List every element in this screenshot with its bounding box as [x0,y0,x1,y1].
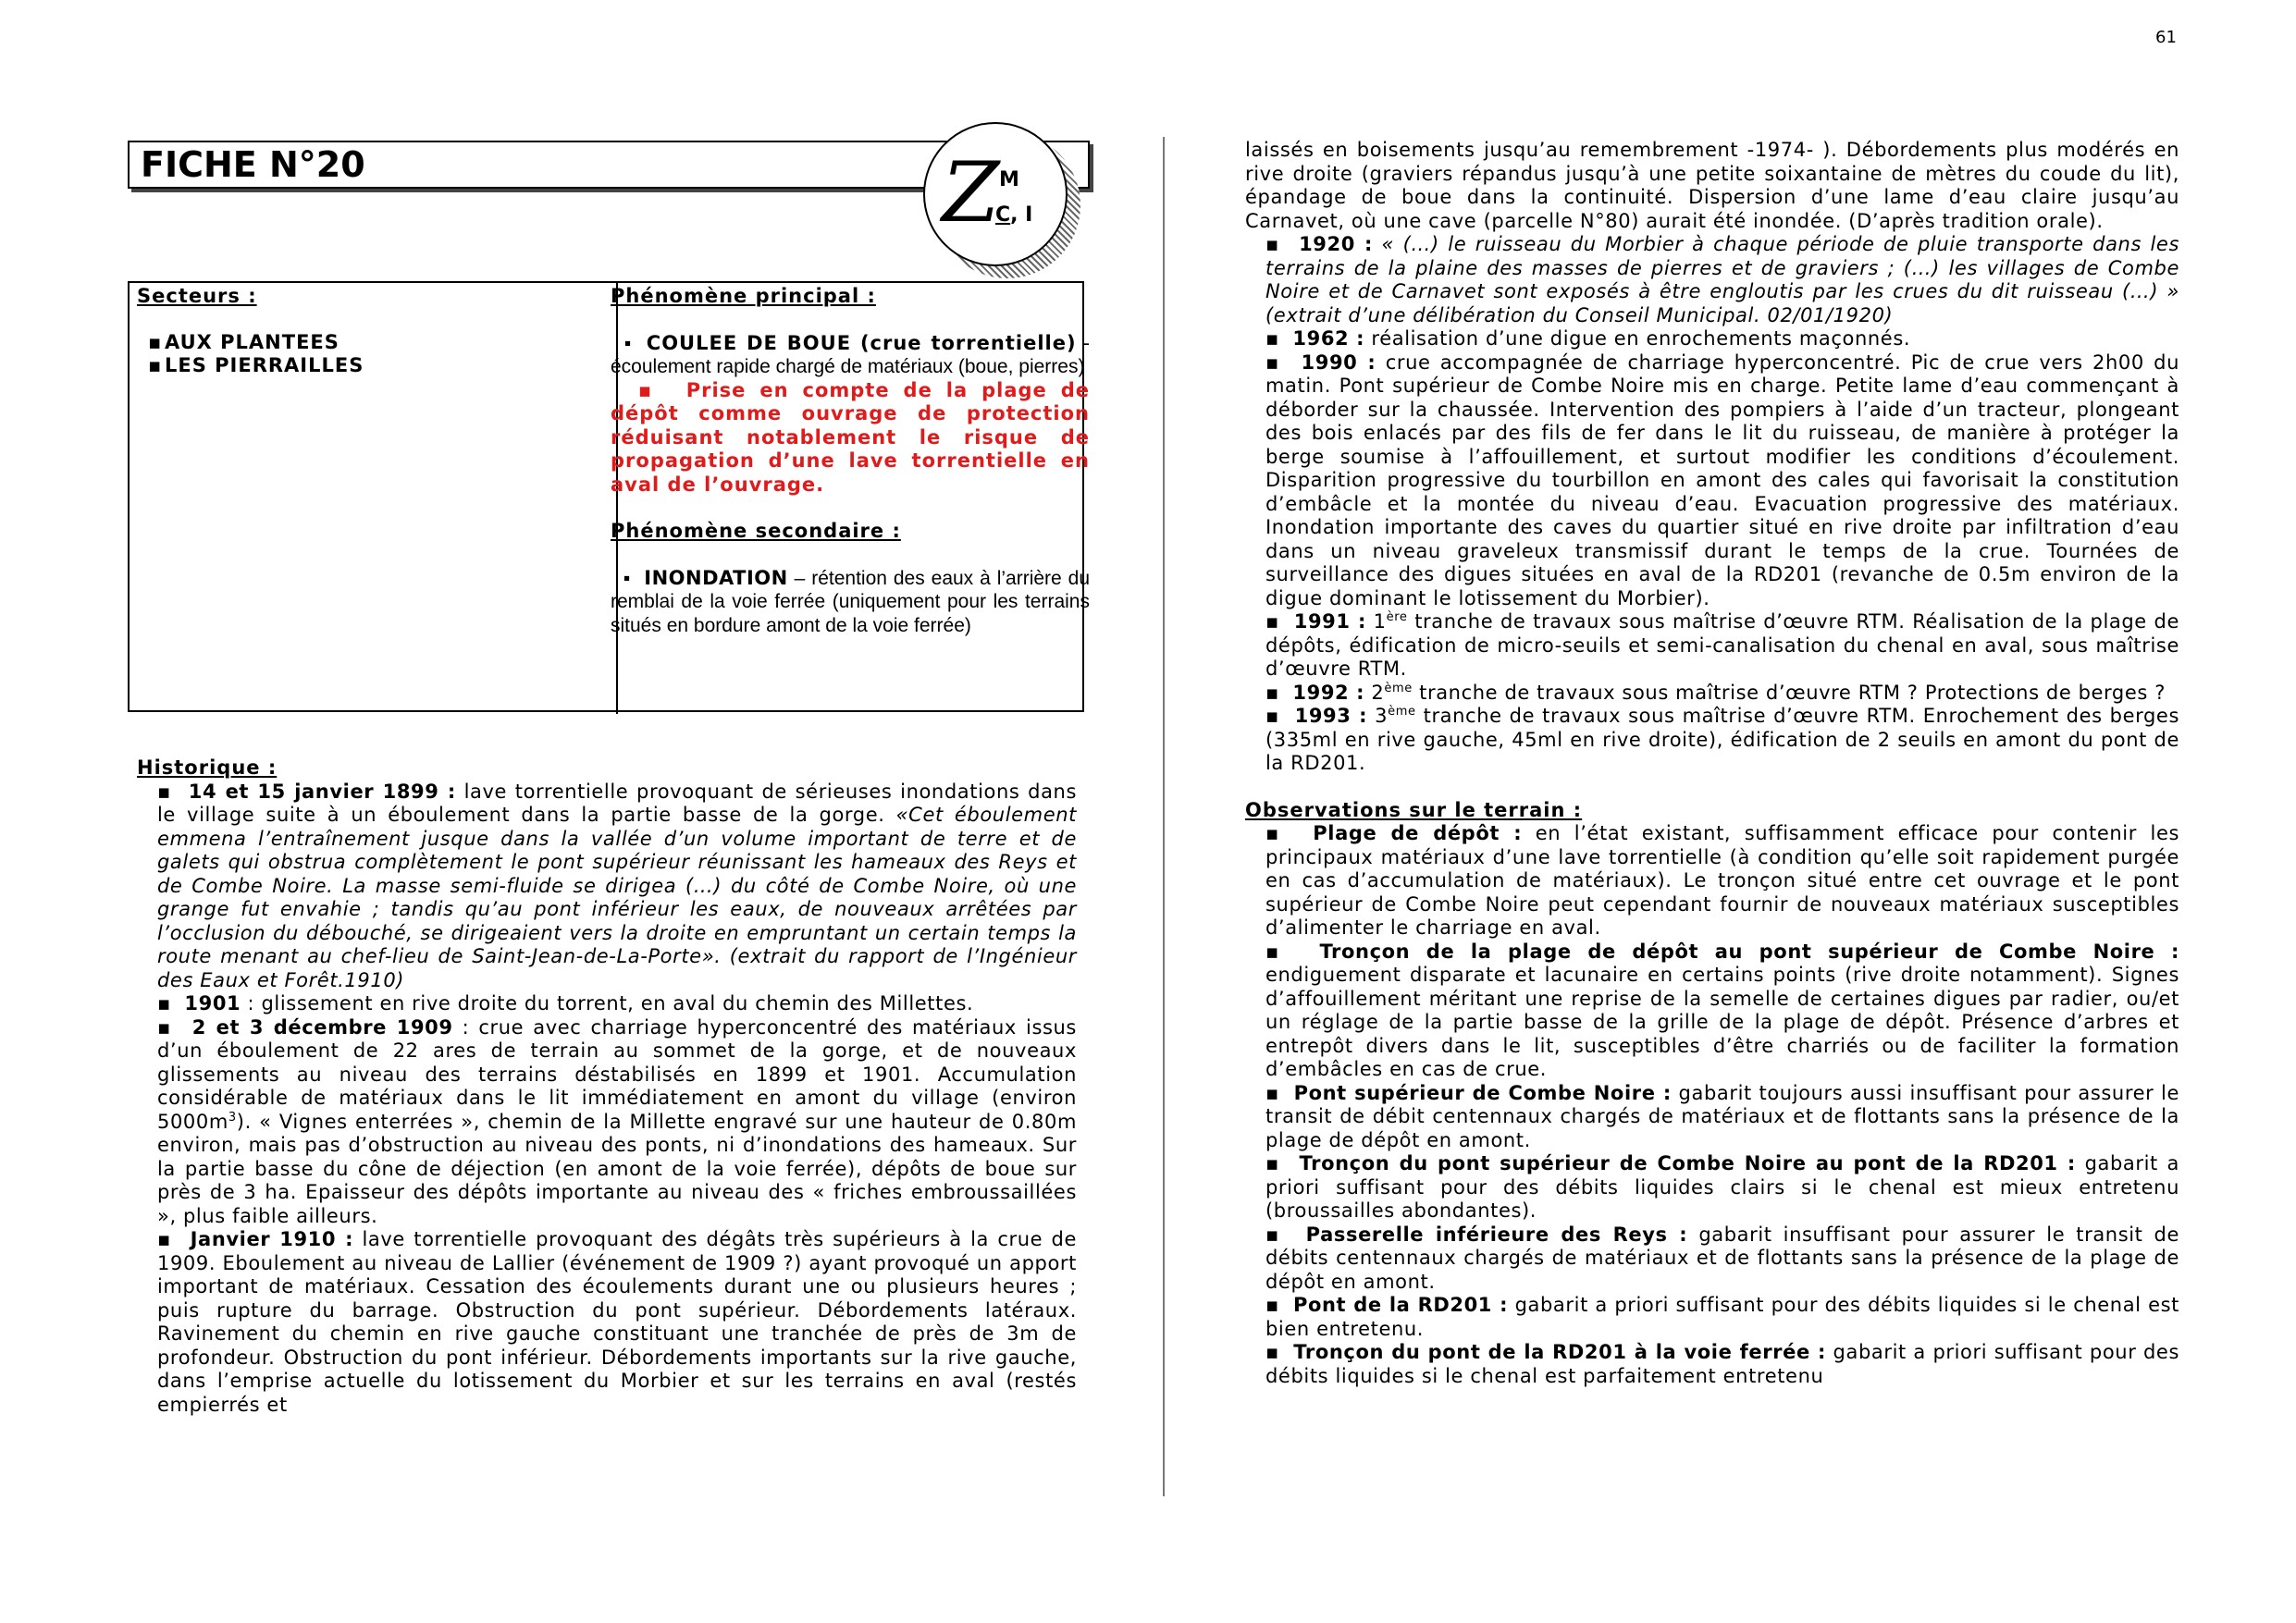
entry-text: tranche de travaux sous maîtrise d’œuvre RTM. Enrochement des berges (335ml en rive gauche, 45ml en rive droite), édification de 2 seuils en amont du pont de la RD201. [1265,705,2179,774]
entry-text: lave torrentielle provoquant de sérieuses inondations dans le village suite à un éboulement dans la partie basse de la gorge. [157,780,1077,826]
entry-quote: «Cet éboulement emmena l’entraînement jusque dans la vallée d’un volume important de terre et de galets qui obstrua complètement le pont supérieur réunissant les hameaux des Reys et de Combe Noire. La masse semi-fluide se dirigea (…) du côté de Combe Noire, où une grange fut envahie ; tandis qu’au pont inférieur les eaux, de nouveaux arrêtées par l’occlusion du débouché, se dirigeaient vers la droite en empruntant un certain temps la route menant au chef-lieu de Saint-Jean-de-La-Porte». (extrait du rapport de l’Ingénieur des Eaux et Forêt.1910) [157,804,1077,991]
observation-text: endiguement disparate et lacunaire en certains points (rive droite notamment). Signes d’affouillement méritant une reprise de la semelle de certaines digues par radier, ou/et un réglage de la partie basse de la grille de la plage de dépôt. Présence d’arbres et entrepôt divers dans le lit, susceptibles d’être charriés ou de faciliter la formation d’embâcles en cas de crue. [1265,964,2179,1080]
observation-text: en l’état existant, suffisamment efficace pour contenir les principaux matériaux d’une lave torrentielle (à condition qu’elle soit rapidement purgée en cas d’accumulation de matériaux). Le tronçon situé entre cet ouvrage et le pont supérieur de Combe Noire peut cependant fournir de nouveaux matériaux susceptibles d’alimenter le charriage en aval. [1265,822,2179,939]
zone-m: M [999,168,1019,191]
secondary-phenomenon [611,567,1090,638]
historique-entry-1910-cont: laissés en boisements jusqu’au remembrement -1974- ). Débordements plus modérés en rive droite (graviers répandus jusqu’à une petite soixantaine de mètres du coude du lit), épandage de boue dans la continuité. Dispersion d’une lame d’eau claire jusqu’au Carnavet, où une cave (parcelle N°80) aurait été inondée. (D’après tradition orale). [1245,139,2179,232]
main-phenomenon [611,332,1090,379]
sectors-cell [130,283,618,714]
historique-entry-1920 [1245,233,2179,327]
zone-c: C [995,203,1011,227]
zone-badge [923,122,1068,266]
entry-date: 2 et 3 décembre 1909 [191,1015,453,1039]
entry-sup: ère [1386,610,1408,624]
entry-text: réalisation d’une digue en enrochements maçonnés. [1364,327,1911,350]
historique-entry-1901 [137,992,1077,1016]
sector-item: ▪ LES PIERRAILLES [137,354,609,378]
sectors-title: Secteurs : [137,285,257,307]
observation-troncon-plage [1245,941,2179,1082]
observation-label: Pont supérieur de Combe Noire : [1293,1081,1672,1104]
observation-plage-depot [1245,822,2179,941]
entry-date: 1993 : [1294,705,1368,727]
entry-ordinal: 1 [1365,610,1387,633]
observation-label: Tronçon du pont de la RD201 à la voie ferrée : [1293,1341,1826,1363]
observation-label: Passerelle inférieure des Reys : [1305,1223,1688,1246]
observation-text: gabarit toujours aussi insuffisant pour assurer le transit de débit centennaux chargés de matériaux et de flottants sans la présence de la plage de dépôt en amont. [1265,1081,2179,1151]
entry-text: lave torrentielle provoquant des dégâts très supérieurs à la crue de 1909. Eboulement au niveau de Lallier (événement de 1909 ?) ayant provoqué un apport important de matériaux. Cessation des écoulements durant une ou plusieurs heures ; puis rupture du barrage. Obstruction du pont supérieur. Débordements latéraux. Ravinement du chemin en rive gauche constituant une tranchée de près de 3m de profondeur. Obstruction du pont inférieur. Débordements importants sur la rive gauche, dans l’emprise actuelle du lotissement du Morbier et sur les terrains en aval (restés empierrés et [157,1228,1078,1416]
historique-entry-1962 [1245,327,2179,351]
main-phenomenon-title: Phénomène principal : [611,285,876,307]
observation-pont-rd201 [1245,1294,2179,1341]
entry-date: 1901 [184,992,241,1014]
entry-date: 1990 : [1301,350,1376,374]
sector-item: ▪ AUX PLANTEES [137,331,609,355]
page-number: 61 [2155,28,2177,47]
entry-ordinal: 3 [1367,705,1389,727]
secondary-phenomenon-desc: – rétention des eaux à l’arrière du remblai de la voie ferrée (uniquement pour les terrains situés en bordure amont de la voie ferrée) [611,567,1090,636]
secondary-phenomenon-name: INONDATION [644,566,788,589]
entry-text: tranche de travaux sous maîtrise d’œuvre RTM. Réalisation de la plage de dépôts, édification de micro-seuils et semi-canalisation du chenal en aval, sous maîtrise d’œuvre RTM. [1265,610,2179,680]
observation-text: gabarit a priori suffisant pour des débits liquides si le chenal est bien entretenu. [1265,1294,2179,1340]
observation-text: gabarit a priori suffisant pour des débits liquides clairs si le chenal est mieux entretenu (broussailles abondantes). [1265,1152,2179,1222]
historique-entry-1910 [137,1228,1077,1417]
info-table [128,281,1091,712]
historique-entry-1993 [1245,705,2179,776]
main-phenomenon-note [611,379,1090,498]
observation-text: gabarit insuffisant pour assurer le transit de débits centennaux chargés de matériaux et de flottants sans la présence de la plage de dépôt en amont. [1265,1223,2179,1293]
observation-troncon-voie-ferree [1245,1341,2179,1388]
entry-text-cont: ). « Vignes enterrées », chemin de la Millette engravé sur une hauteur de 0.80m environ, mais pas d’obstruction au niveau des ponts, ni d’inondations des hameaux. Sur la partie basse du cône de déjection (en amont de la voie ferrée), dépôts de boue sur près de 3 ha. Epaisseur des dépôts importante au niveau des « friches embroussaillées », plus faible ailleurs. [157,1110,1077,1227]
right-column [1245,139,2179,1388]
phenomena-cell [603,283,1097,714]
main-phenomenon-note-text: Prise en compte de la plage de dépôt comme ouvrage de protection réduisant notablement le risque de propagation d’une lave torrentielle en aval de l’ouvrage. [611,378,1091,496]
column-divider [1163,137,1165,1496]
main-phenomenon-name: COULEE DE BOUE (crue torrentielle) [646,331,1077,354]
historique-entry-1990 [1245,351,2179,611]
entry-date: 1962 : [1292,327,1365,350]
historique-entry-1909 [137,1016,1077,1229]
entry-date: 1992 : [1292,681,1365,704]
entry-ordinal: 2 [1364,681,1385,704]
historique-title: Historique : [137,756,278,779]
observation-passerelle-reys [1245,1223,2179,1295]
observation-label: Plage de dépôt : [1313,822,1523,844]
zone-ci [995,203,1032,227]
observations-title: Observations sur le terrain : [1245,798,1583,821]
entry-date: 1991 : [1293,610,1366,633]
sectors-list [137,331,609,378]
left-column [137,756,1077,1417]
observation-troncon-pont-rd201 [1245,1152,2179,1223]
main-phenomenon-desc: - écoulement rapide chargé de matériaux (boue, pierres) [611,332,1090,377]
fiche-title: FICHE N°20 [141,144,365,185]
zone-i: , I [1010,203,1033,227]
historique-entry-1991 [1245,610,2179,682]
observation-label: Tronçon du pont supérieur de Combe Noire au pont de la RD201 : [1299,1152,2076,1174]
entry-sup: ème [1384,681,1413,695]
historique-entry-1899 [137,781,1077,993]
entry-quote: « (…) le ruisseau du Morbier à chaque période de pluie transporte dans les terrains de la plaine des masses de pierres et de graviers ; (…) les villages de Combe Noire et de Carnavet sont exposés à être engloutis par les crues du dit ruisseau (…) » (extrait d’une délibération du Conseil Municipal. 02/01/1920) [1265,233,2179,326]
secondary-phenomenon-title: Phénomène secondaire : [611,520,901,542]
historique-entry-1992 [1245,682,2179,706]
observation-label: Pont de la RD201 : [1292,1294,1509,1316]
entry-date: 14 et 15 janvier 1899 : [188,780,456,803]
observation-label: Tronçon de la plage de dépôt au pont supérieur de Combe Noire : [1319,940,2179,963]
entry-sup: 3 [228,1110,237,1125]
entry-text: : crue avec charriage hyperconcentré des matériaux issus d’un éboulement de 22 ares de terrain au sommet de la gorge, et de nouveaux glissements au niveau des terrains déstabilisés en 1899 et 1901. Accumulation considérable de matériaux dans le lit immédiatement en amont du village (environ 5000m [157,1015,1077,1133]
entry-date: 1920 : [1299,233,1374,255]
entry-sup: ème [1388,705,1416,719]
entry-date: Janvier 1910 : [190,1228,354,1250]
entry-text: : glissement en rive droite du torrent, en aval du chemin des Millettes. [241,992,974,1014]
observation-text: gabarit a priori suffisant pour des débits liquides si le chenal est parfaitement entretenu [1265,1341,2179,1387]
entry-text: crue accompagnée de charriage hyperconcentré. Pic de crue vers 2h00 du matin. Pont supérieur de Combe Noire mis en charge. Petite lame d’eau commençant à déborder sur la chaussée. Intervention des pompiers à l’aide d’un tracteur, plongeant des bois enlacés par des fils de fer dans le lit du ruisseau, de manière à protéger la berge soumise à l’affouillement, et surtout modifier les conditions d’écoulement. Disparition progressive du tourbillon en amont des cales qui favorisait la constitution d’embâcle et la montée du niveau d’eau. Evacuation progressive des matériaux. Inondation importante des caves du quartier situé en rive droite par infiltration d’eau dans un niveau graveleux transmissif durant le temps de la crue. Tournées de surveillance des digues situées en aval de la RD201 (revanche de 0.5m environ de la digue dominant le lotissement du Morbier). [1265,350,2179,609]
zone-letter: Z [942,144,1000,241]
observation-pont-superieur [1245,1082,2179,1153]
entry-text: tranche de travaux sous maîtrise d’œuvre RTM ? Protections de berges ? [1412,681,2166,704]
